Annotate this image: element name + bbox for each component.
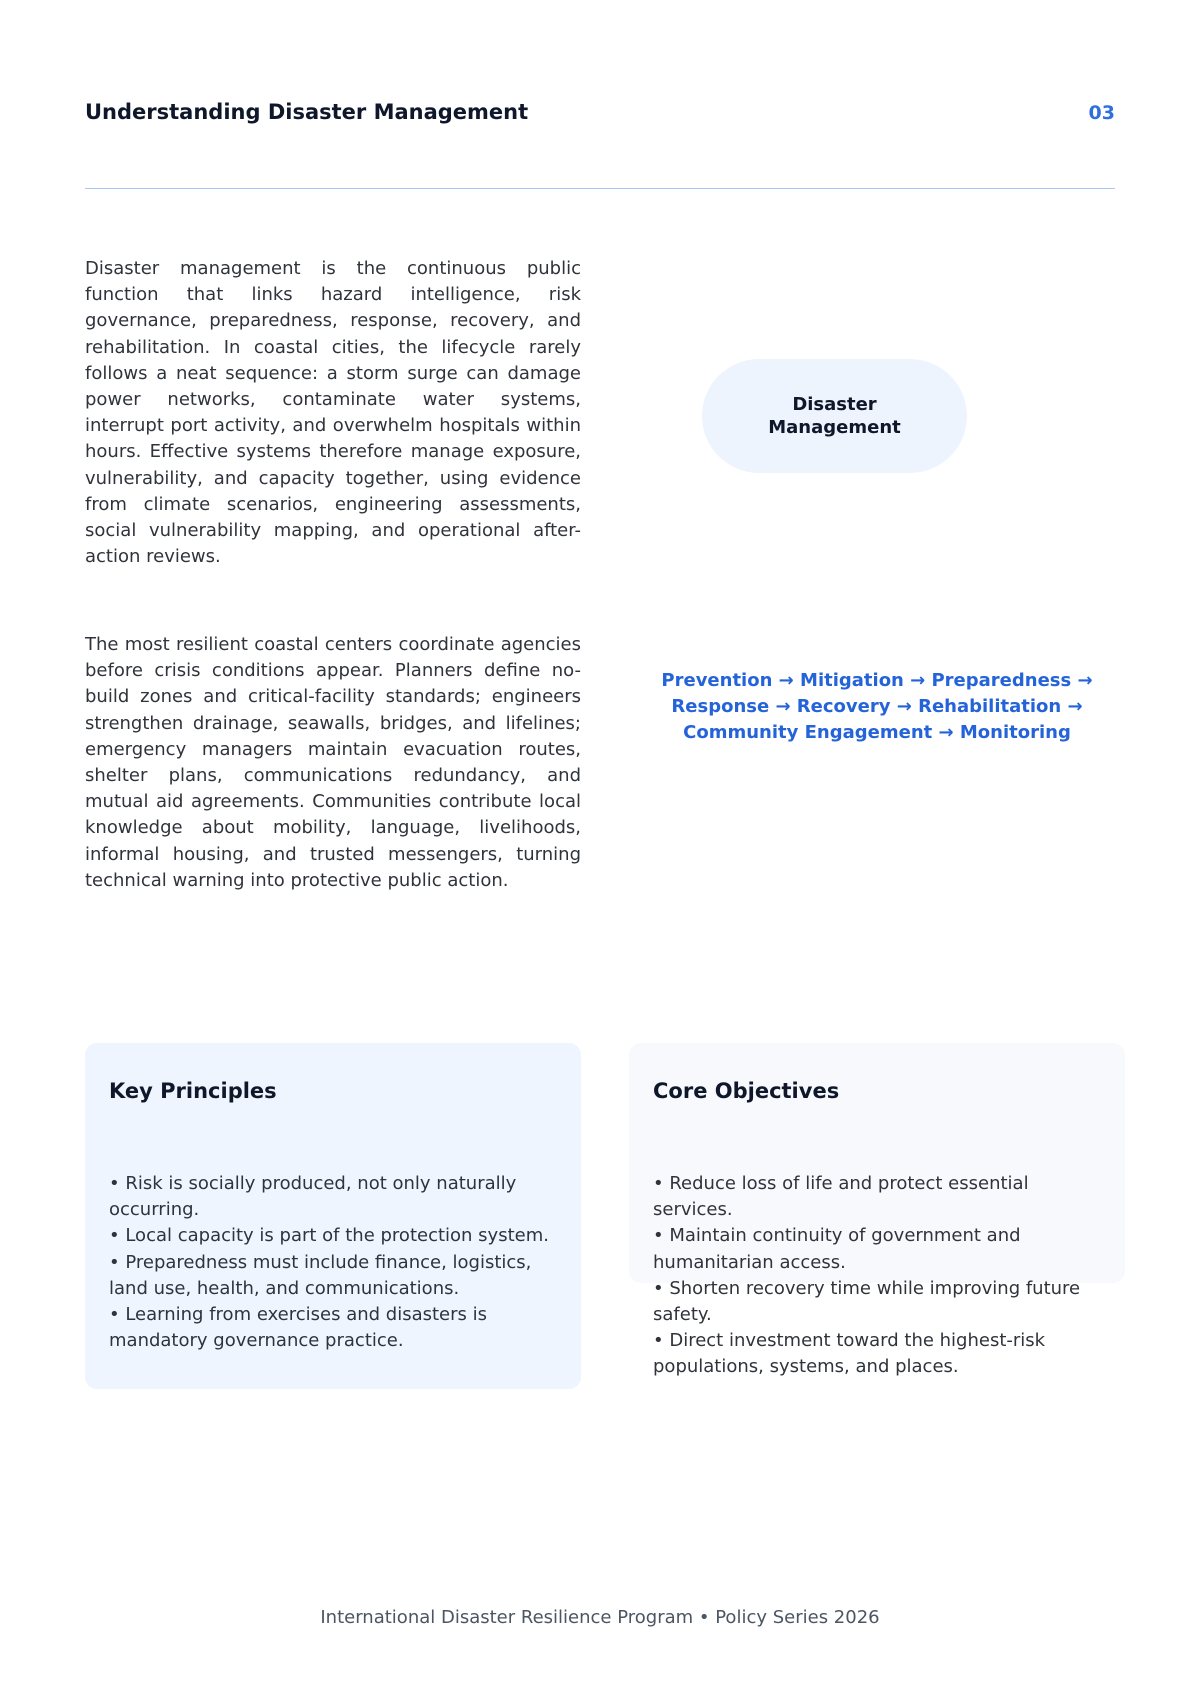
hub-label: Disaster Management bbox=[768, 394, 901, 438]
list-item: • Risk is socially produced, not only naturally occurring. bbox=[109, 1171, 569, 1223]
list-item: • Preparedness must include finance, logistics, land use, health, and communications. bbox=[109, 1250, 569, 1302]
list-item: • Local capacity is part of the protection system. bbox=[109, 1223, 569, 1249]
body-paragraph-2: The most resilient coastal centers coordinate agencies before crisis conditions appear. Planners define no-build zones and critical-facility standards; engineers strengthen drainage, seawalls, bridges, and lifelines; emergency managers maintain evacuation routes, shelter plans, communications redundancy, and mutual aid agreements. Communities contribute local knowledge about mobility, language, livelihoods, informal housing, and trusted messengers, turning technical warning into protective public action. bbox=[85, 634, 581, 891]
list-item: • Maintain continuity of government and humanitarian access. bbox=[653, 1223, 1113, 1275]
key-principles-card bbox=[85, 1043, 581, 1389]
page-number: 03 bbox=[1088, 102, 1115, 124]
list-item: • Learning from exercises and disasters is mandatory governance practice. bbox=[109, 1302, 569, 1354]
body-paragraph-1: Disaster management is the continuous public function that links hazard intelligence, risk governance, preparedness, response, recovery, and rehabilitation. In coastal cities, the lifecycle rarely follows a neat sequence: a storm surge can damage power networks, contaminate water systems, interrupt port activity, and overwhelm hospitals within hours. Effective systems therefore manage exposure, vulnerability, and capacity together, using evidence from climate scenarios, engineering assessments, social vulnerability mapping, and operational after-action reviews. bbox=[85, 258, 581, 568]
page-title: Understanding Disaster Management bbox=[85, 100, 529, 124]
list-item: • Shorten recovery time while improving future safety. bbox=[653, 1276, 1113, 1328]
header-divider bbox=[85, 188, 1115, 189]
list-item: • Reduce loss of life and protect essential services. bbox=[653, 1171, 1113, 1223]
core-objectives-card bbox=[629, 1043, 1125, 1378]
key-principles-title: Key Principles bbox=[109, 1079, 277, 1103]
lifecycle-flow: Prevention → Mitigation → Preparedness → Response → Recovery → Rehabilitation → Community Engagement → Monitoring bbox=[661, 670, 1093, 744]
disaster-management-hub bbox=[702, 359, 967, 473]
core-objectives-title: Core Objectives bbox=[653, 1079, 840, 1103]
key-principles-list bbox=[109, 1171, 569, 1354]
core-objectives-list bbox=[653, 1171, 1113, 1381]
page-footer: International Disaster Resilience Program • Policy Series 2026 bbox=[320, 1607, 880, 1628]
list-item: • Direct investment toward the highest-risk populations, systems, and places. bbox=[653, 1328, 1113, 1380]
